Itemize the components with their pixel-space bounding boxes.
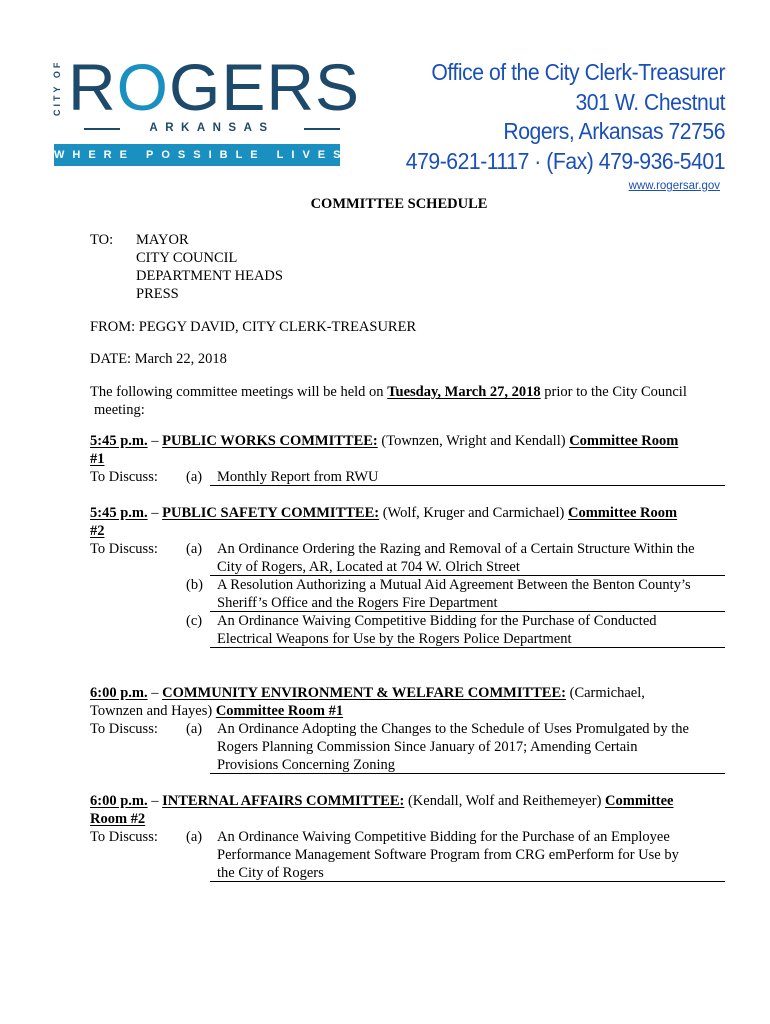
- meeting-date: Tuesday, March 27, 2018: [387, 384, 541, 400]
- to-discuss-label: To Discuss:: [90, 541, 158, 557]
- committee-members: (Wolf, Kruger and Carmichael): [379, 505, 568, 521]
- committee-room-number: #2: [90, 523, 105, 539]
- recipient-item: DEPARTMENT HEADS: [136, 268, 283, 284]
- committee-header: 6:00 p.m. – COMMUNITY ENVIRONMENT & WELFARE COMMITTEE: (Carmichael,: [90, 685, 645, 701]
- committee-header: 6:00 p.m. – INTERNAL AFFAIRS COMMITTEE: (Kendall, Wolf and Reithemeyer) Committee: [90, 793, 674, 809]
- website-link[interactable]: www.rogersar.gov: [628, 180, 720, 192]
- committee-room-number: #1: [90, 451, 105, 467]
- recipient-list: [136, 231, 283, 303]
- recipient-item: MAYOR: [136, 232, 189, 248]
- committee-time: 5:45 p.m.: [90, 505, 148, 521]
- recipient-item: CITY COUNCIL: [136, 250, 238, 266]
- office-name: Office of the City Clerk-Treasurer: [431, 59, 725, 85]
- item-underline: [210, 773, 725, 774]
- committee-members: (Carmichael,: [565, 685, 645, 701]
- committee-header: 5:45 p.m. – PUBLIC SAFETY COMMITTEE: (Wolf, Kruger and Carmichael) Committee Room: [90, 505, 678, 521]
- item-underline: [210, 485, 725, 486]
- intro-text: The following committee meetings will be held on: [90, 384, 388, 400]
- agenda-item: An Ordinance Ordering the Razing and Removal of a Certain Structure Within the City of Rogers, AR, Located at 704 W. Olrich Street: [217, 541, 695, 575]
- to-label: TO:: [90, 232, 114, 248]
- item-label: (a): [186, 541, 203, 557]
- office-phone: 479-621-1117 · (Fax) 479-936-5401: [405, 147, 725, 174]
- agenda-item: An Ordinance Waiving Competitive Bidding for the Purchase of an Employee Performance Management Software Program from CRG emPerform for Use by the City of Rogers: [217, 829, 679, 881]
- to-discuss-label: To Discuss:: [90, 829, 158, 845]
- logo-state-text: ARKANSAS: [149, 122, 275, 134]
- item-underline: [210, 881, 725, 882]
- office-street: 301 W. Chestnut: [575, 88, 725, 115]
- from-line: FROM: PEGGY DAVID, CITY CLERK-TREASURER: [90, 319, 417, 335]
- recipient-item: PRESS: [136, 286, 179, 302]
- committee-room: Committee Room: [567, 505, 678, 521]
- to-discuss-label: To Discuss:: [90, 469, 158, 485]
- logo-state: [84, 119, 340, 139]
- committee-members-cont: Townzen and Hayes): [90, 703, 216, 719]
- agenda-item: A Resolution Authorizing a Mutual Aid Agreement Between the Benton County’s Sheriff’s Office and the Rogers Fire Department: [217, 577, 691, 611]
- committee-room: Committee: [605, 793, 674, 809]
- committee-time: 6:00 p.m.: [90, 685, 148, 701]
- office-city: Rogers, Arkansas 72756: [503, 118, 725, 144]
- committee-time: 5:45 p.m.: [90, 433, 148, 449]
- to-discuss-label: To Discuss:: [90, 721, 158, 737]
- committee-header: 5:45 p.m. – PUBLIC WORKS COMMITTEE: (Townzen, Wright and Kendall) Committee Room: [90, 433, 679, 449]
- item-label: (b): [186, 577, 203, 593]
- logo-wordmark: [68, 52, 360, 122]
- committee-name: PUBLIC WORKS COMMITTEE:: [162, 433, 378, 449]
- item-label: (a): [186, 721, 203, 737]
- committee-room: Committee Room: [569, 433, 679, 449]
- item-label: (a): [186, 469, 203, 485]
- item-label: (a): [186, 829, 203, 845]
- committee-public-works: [90, 432, 678, 486]
- committee-name: PUBLIC SAFETY COMMITTEE:: [162, 505, 380, 521]
- committee-members: (Kendall, Wolf and Reithemeyer): [404, 793, 606, 809]
- committee-time: 6:00 p.m.: [90, 793, 148, 809]
- intro-line: [90, 383, 687, 401]
- logo-tagline: WHERE POSSIBLE LIVES: [54, 144, 340, 166]
- logo-word-text: ROGERS: [68, 50, 361, 124]
- logo-divider-left: [84, 128, 120, 130]
- intro-text-end: prior to the City Council: [540, 384, 687, 400]
- agenda-item: Monthly Report from RWU: [217, 469, 379, 485]
- svg-text:CITY OF: CITY OF: [52, 59, 62, 116]
- committee-members: (Townzen, Wright and Kendall): [377, 433, 570, 449]
- agenda-item: An Ordinance Waiving Competitive Bidding for the Purchase of Conducted Electrical Weapons for Use by the Rogers Police Department: [217, 613, 657, 647]
- committee-name: COMMUNITY ENVIRONMENT & WELFARE COMMITTEE:: [162, 685, 566, 701]
- item-label: (c): [186, 613, 203, 629]
- logo-city-of-text: [50, 56, 62, 116]
- committee-room-number: Room #2: [90, 811, 146, 827]
- office-address-block: [406, 58, 725, 176]
- committee-name: INTERNAL AFFAIRS COMMITTEE:: [162, 793, 405, 809]
- document-title: COMMITTEE SCHEDULE: [310, 196, 488, 212]
- logo-divider-right: [304, 128, 340, 130]
- item-underline: [210, 647, 725, 648]
- intro-line-2: meeting:: [94, 402, 145, 418]
- agenda-item: An Ordinance Adopting the Changes to the Schedule of Uses Promulgated by the Rogers Planning Commission Since January of 2017; Amending Certain Provisions Concerning Zoning: [217, 721, 689, 773]
- committee-room: Committee Room #1: [215, 703, 344, 719]
- date-line: DATE: March 22, 2018: [90, 351, 227, 367]
